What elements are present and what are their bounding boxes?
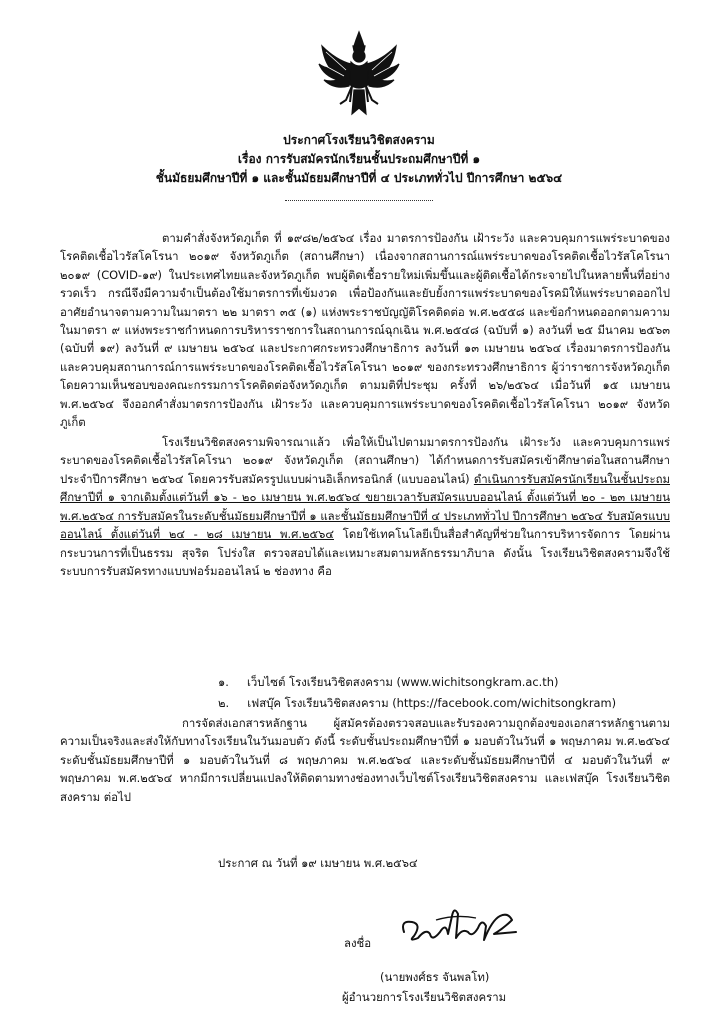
handwritten-signature-icon	[396, 898, 524, 958]
body-paragraph-1: ตามคำสั่งจังหวัดภูเก็ต ที่ ๑๙๘๒/๒๕๖๔ เรื่อง มาตรการป้องกัน เฝ้าระวัง และควบคุมการแพร่ระบาดของโรคติดเชื้อไวรัสโคโรนา ๒๐๑๙ จังหวัดภูเก็ต (สถานศึกษา) เนื่องจากสถานการณ์แพร่ระบาดของโรคติดเชื้อไวรัสโคโรนา ๒๐๑๙ (COVID-๑๙) ในประเทศไทยและจังหวัดภูเก็ต พบผู้ติดเชื้อรายใหม่เพิ่มขึ้นและผู้ติดเชื้อได้กระจายไปในหลายพื้นที่อย่างรวดเร็ว กรณีจึงมีความจำเป็นต้องใช้มาตรการที่เข้มงวด เพื่อป้องกันและยับยั้งการแพร่ระบาดของโรคมิให้แพร่ระบาดออกไป อาศัยอำนาจตามความในมาตรา ๒๒ มาตรา ๓๕ (๑) แห่งพระราชบัญญัติโรคติดต่อ พ.ศ.๒๕๕๘ และข้อกำหนดออกตามความในมาตรา ๙ แห่งพระราชกำหนดการบริหารราชการในสถานการณ์ฉุกเฉิน พ.ศ.๒๕๔๘ (ฉบับที่ ๑) ลงวันที่ ๒๕ มีนาคม ๒๕๖๓ (ฉบับที่ ๑๙) ลงวันที่ ๙ เมษายน ๒๕๖๔ และประกาศกระทรวงศึกษาธิการ ลงวันที่ ๑๓ เมษายน ๒๕๖๔ เรื่องมาตรการป้องกันและควบคุมสถานการณ์การแพร่ระบาดของโรคติดเชื้อไวรัสโคโรนา ๒๐๑๙ ของกระทรวงศึกษาธิการ ผู้ว่าราชการจังหวัดภูเก็ต โดยความเห็นชอบของคณะกรรมการโรคติดต่อจังหวัดภูเก็ต ตามมติที่ประชุม ครั้งที่ ๒๖/๒๕๖๔ เมื่อวันที่ ๑๕ เมษายน พ.ศ.๒๕๖๔ จึงออกคำสั่งมาตรการป้องกัน เฝ้าระวัง และควบคุมการแพร่ระบาดของโรคติดเชื้อไวรัสโคโรนา ๒๐๑๙ จังหวัดภูเก็ต	[60, 231, 670, 430]
title-line-2: เรื่อง การรับสมัครนักเรียนชั้นประถมศึกษาปีที่ ๑	[237, 152, 481, 166]
signer-title: ผู้อำนวยการโรงเรียนวิชิตสงคราม	[342, 990, 507, 1004]
channel-text: เฟสบุ๊ค โรงเรียนวิชิตสงคราม (https://facebook.com/wichitsongkram)	[247, 696, 617, 710]
announcement-date: ประกาศ ณ วันที่ ๑๙ เมษายน พ.ศ.๒๕๖๔	[218, 856, 418, 870]
document-closing	[60, 714, 670, 806]
title-divider	[285, 200, 433, 201]
document-title	[40, 131, 678, 188]
paragraph-2-end: โดยใช้เทคโนโลยีเป็นสื่อสำคัญที่ช่วยในการบริหารจัดการ โดยผ่านกระบวนการที่เป็นธรรม สุจริต โปร่งใส ตรวจสอบได้และเหมาะสมตามหลักธรรมาภิบาล ดังนั้น โรงเรียนวิชิตสงครามจึงใช้ระบบการรับสมัครทางแบบฟอร์มออนไลน์ ๒ ช่องทาง คือ	[60, 527, 670, 578]
signer-name: (นายพงศ์ธร จันพลโท)	[380, 970, 490, 984]
body-paragraph-3: การจัดส่งเอกสารหลักฐาน ผู้สมัครต้องตรวจสอบและรับรองความถูกต้องของเอกสารหลักฐานตามความเป็นจริงและส่งให้กับทางโรงเรียนในวันมอบตัว ดังนี้ ระดับชั้นประถมศึกษาปีที่ ๑ มอบตัวในวันที่ ๑ พฤษภาคม พ.ศ.๒๕๖๔ ระดับชั้นมัธยมศึกษาปีที่ ๑ มอบตัวในวันที่ ๘ พฤษภาคม พ.ศ.๒๕๖๔ และระดับชั้นมัธยมศึกษาปีที่ ๔ มอบตัวในวันที่ ๙ พฤษภาคม พ.ศ.๒๕๖๔ หากมีการเปลี่ยนแปลงให้ติดตามทางช่องทางเว็บไซต์โรงเรียนวิชิตสงคราม และเฟสบุ๊ค โรงเรียนวิชิตสงคราม ต่อไป	[60, 716, 670, 804]
paragraph-2-underlined: ดำเนินการรับสมัครนักเรียนในชั้นประถมศึกษาปีที่ ๑ จากเดิมตั้งแต่วันที่ ๑๖ - ๒๐ เมษายน พ.ศ.๒๕๖๔ ขยายเวลารับสมัครแบบออนไลน์ ตั้งแต่วันที่ ๒๐ - ๒๓ เมษายน พ.ศ.๒๕๖๔ การรับสมัครในระดับชั้นมัธยมศึกษาปีที่ ๑ และชั้นมัธยมศึกษาปีที่ ๔ ประเภททั่วไป ปีการศึกษา ๒๕๖๔ รับสมัครแบบออนไลน์ ตั้งแต่วันที่ ๒๔ - ๒๘ เมษายน พ.ศ.๒๕๖๔	[60, 471, 670, 542]
channel-item-website	[218, 673, 558, 691]
garuda-emblem-icon	[316, 30, 402, 120]
title-line-1: ประกาศโรงเรียนวิชิตสงคราม	[283, 133, 435, 147]
document-body	[60, 229, 670, 582]
channel-text: เว็บไซต์ โรงเรียนวิชิตสงคราม (www.wichitsongkram.ac.th)	[246, 675, 559, 689]
channel-number: ๒.	[218, 696, 230, 710]
channel-item-facebook	[218, 694, 616, 712]
body-paragraph-2	[60, 433, 670, 580]
channel-number: ๑.	[218, 675, 229, 689]
signature-label: ลงชื่อ	[344, 936, 372, 950]
paragraph-2-start: โรงเรียนวิชิตสงครามพิจารณาแล้ว เพื่อให้เป็นไปตามมาตรการป้องกัน เฝ้าระวัง และควบคุมการแพร่ระบาดของโรคติดเชื้อไวรัสโคโรนา ๒๐๑๙ จังหวัดภูเก็ต (สถานศึกษา) ได้กำหนดการรับสมัครเข้าศึกษาต่อในสถานศึกษาประจำปีการศึกษา ๒๕๖๔ โดยควรรับสมัครรูปแบบผ่านอิเล็กทรอนิกส์ (แบบออนไลน์)	[60, 435, 670, 486]
title-line-3: ชั้นมัธยมศึกษาปีที่ ๑ และชั้นมัธยมศึกษาปีที่ ๔ ประเภททั่วไป ปีการศึกษา ๒๕๖๔	[155, 171, 563, 185]
